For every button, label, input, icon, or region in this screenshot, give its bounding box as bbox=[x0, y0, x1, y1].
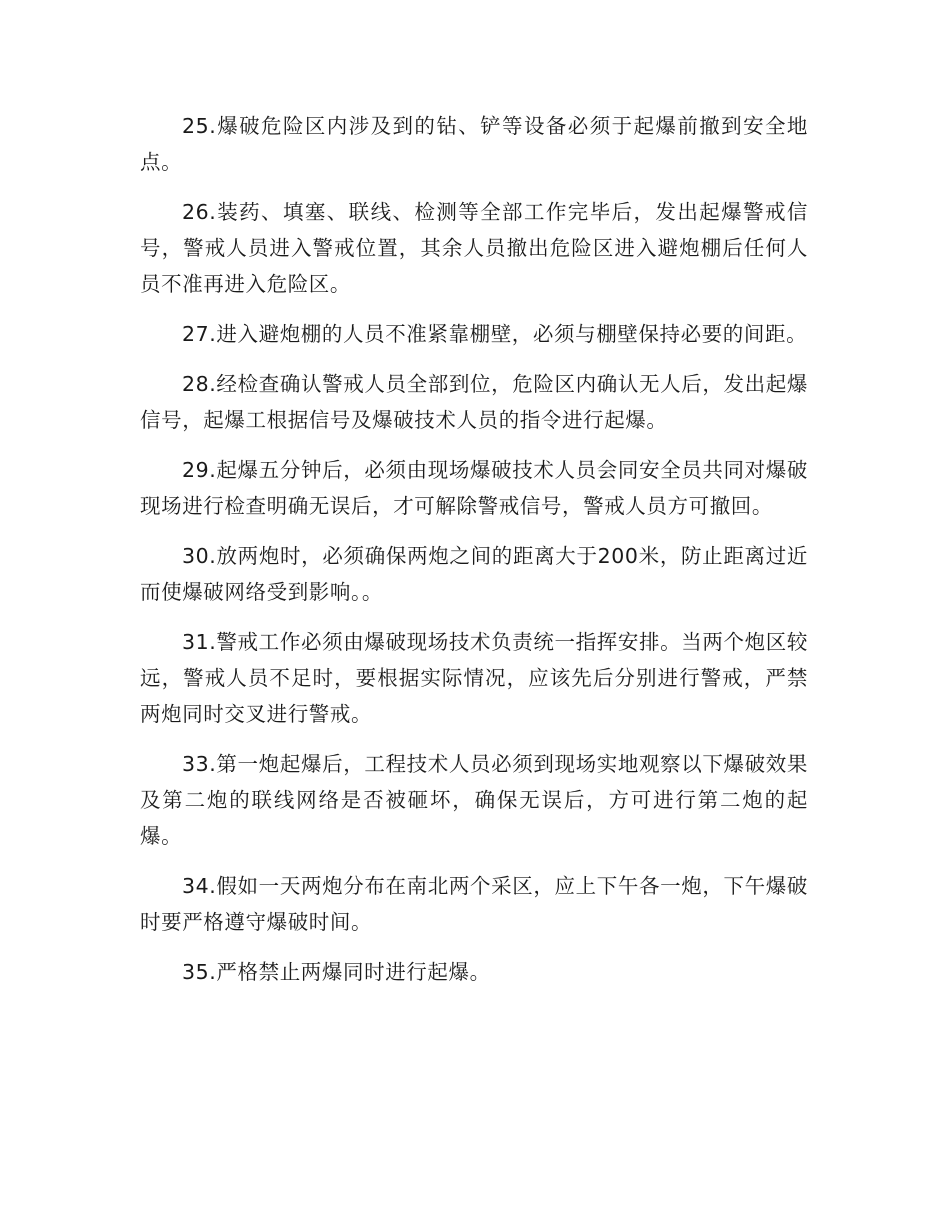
paragraph-26: 26.装药、填塞、联线、检测等全部工作完毕后，发出起爆警戒信号，警戒人员进入警戒位置，其余人员撤出危险区进入避炮棚后任何人员不准再进入危险区。 bbox=[140, 200, 808, 296]
paragraph-35: 35.严格禁止两爆同时进行起爆。 bbox=[182, 960, 491, 984]
paragraph-33: 33.第一炮起爆后，工程技术人员必须到现场实地观察以下爆破效果及第二炮的联线网络是否被砸坏，确保无误后，方可进行第二炮的起爆。 bbox=[140, 752, 808, 848]
document-body bbox=[140, 108, 808, 1004]
paragraph-28: 28.经检查确认警戒人员全部到位，危险区内确认无人后，发出起爆信号，起爆工根据信号及爆破技术人员的指令进行起爆。 bbox=[140, 372, 808, 432]
paragraph-27: 27.进入避炮棚的人员不准紧靠棚壁，必须与棚壁保持必要的间距。 bbox=[182, 322, 808, 346]
paragraph-25: 25.爆破危险区内涉及到的钻、铲等设备必须于起爆前撤到安全地点。 bbox=[140, 114, 808, 174]
paragraph-31: 31.警戒工作必须由爆破现场技术负责统一指挥安排。当两个炮区较远，警戒人员不足时，要根据实际情况，应该先后分别进行警戒，严禁两炮同时交叉进行警戒。 bbox=[140, 630, 808, 726]
paragraph-34: 34.假如一天两炮分布在南北两个采区，应上下午各一炮，下午爆破时要严格遵守爆破时间。 bbox=[140, 874, 808, 934]
paragraph-29: 29.起爆五分钟后，必须由现场爆破技术人员会同安全员共同对爆破现场进行检查明确无误后，才可解除警戒信号，警戒人员方可撤回。 bbox=[140, 458, 808, 518]
paragraph-30: 30.放两炮时，必须确保两炮之间的距离大于200米，防止距离过近而使爆破网络受到影响。。 bbox=[140, 544, 808, 604]
